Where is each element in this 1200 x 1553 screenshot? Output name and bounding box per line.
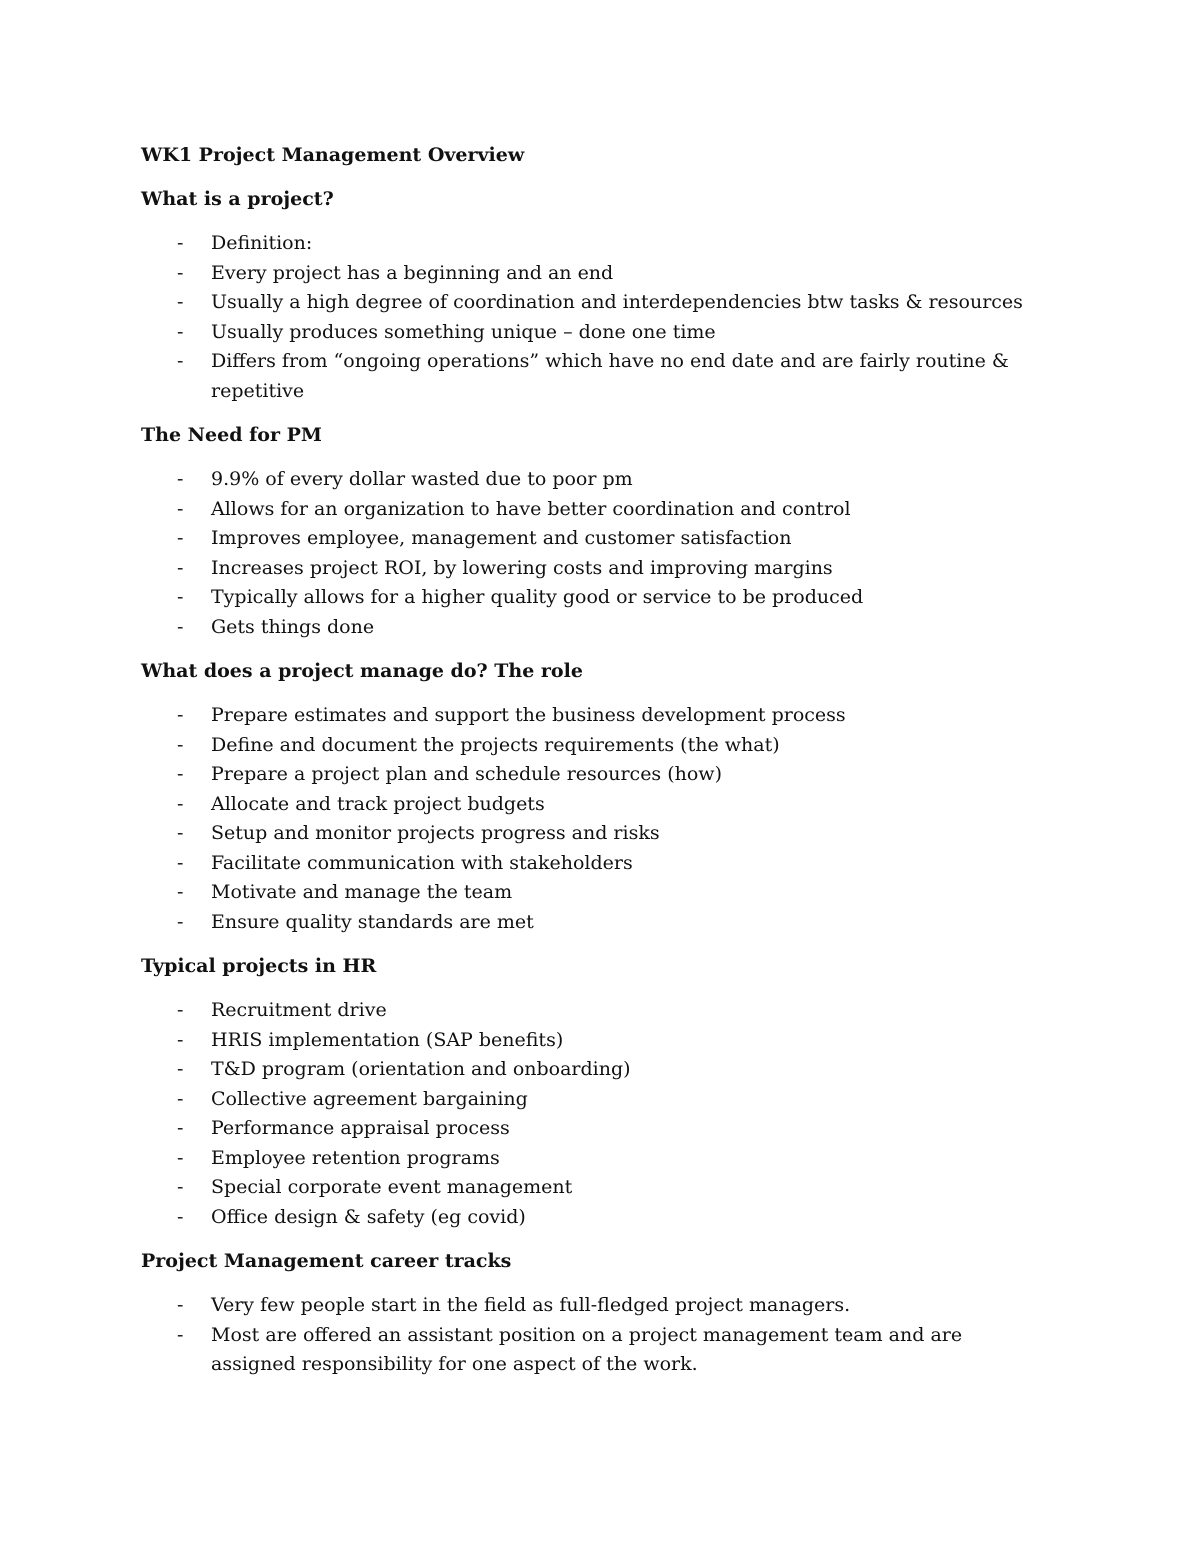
bullet-dash: - [177,615,184,638]
list-item [141,996,1041,1026]
list-item-text: Employee retention programs [211,1146,500,1169]
list-item [141,790,1041,820]
list-item-text: Performance appraisal process [211,1117,510,1139]
list-item-text: Office design & safety (eg covid) [211,1205,526,1228]
bullet-dash: - [177,1205,184,1228]
bullet-dash: - [177,232,184,254]
section-what-is-a-project [141,185,1041,406]
list-item-text: Motivate and manage the team [211,881,513,903]
list-item [141,908,1041,938]
section-heading: Project Management career tracks [141,1250,512,1272]
list-item-text: 9.9% of every dollar wasted due to poor pm [211,468,633,490]
bullet-dash: - [177,1087,184,1110]
section-heading: What does a project manage do? The role [141,660,583,682]
list-item-text: Facilitate communication with stakeholders [211,851,633,874]
list-item [141,819,1041,849]
list-item-text: Prepare a project plan and schedule resources (how) [211,763,722,785]
list-item [141,731,1041,761]
list-item-text: Gets things done [211,615,375,638]
bullet-dash: - [177,527,184,549]
bullet-dash: - [177,1146,184,1169]
bullet-dash: - [177,1294,184,1316]
list-item-text: Recruitment drive [211,999,387,1021]
list-item [141,760,1041,790]
list-item [141,259,1041,289]
bullet-dash: - [177,704,184,726]
list-item [141,318,1041,348]
list-item [141,288,1041,318]
list-item-text: T&D program (orientation and onboarding) [211,1058,631,1080]
bullet-dash: - [177,733,184,756]
list-item-text: Very few people start in the field as full-fledged project managers. [211,1294,851,1316]
list-item [141,347,1041,406]
list-item [141,701,1041,731]
bullet-dash: - [177,999,184,1021]
bullet-dash: - [177,1028,184,1051]
bullet-dash: - [177,350,184,372]
section-pm-role [141,657,1041,937]
bullet-dash: - [177,1117,184,1139]
bullet-dash: - [177,910,184,933]
bullet-dash: - [177,1176,184,1198]
bullet-dash: - [177,1323,184,1346]
bullet-dash: - [177,1058,184,1080]
bullet-dash: - [177,586,184,608]
list-item [141,495,1041,525]
list-item [141,1055,1041,1085]
bullet-dash: - [177,261,184,284]
list-item [141,1085,1041,1115]
list-item [141,554,1041,584]
list-item-text: Collective agreement bargaining [211,1087,528,1110]
section-heading: Typical projects in HR [141,955,377,977]
list-item [141,613,1041,643]
bullet-list [141,1291,1041,1380]
list-item [141,1291,1041,1321]
bullet-dash: - [177,320,184,343]
list-item-text: Most are offered an assistant position on a project management team and are assigned responsibility for one aspect of the work. [211,1323,963,1375]
section-heading: What is a project? [141,188,334,210]
bullet-dash: - [177,556,184,579]
section-need-for-pm [141,421,1041,642]
list-item-text: Improves employee, management and customer satisfaction [211,527,792,549]
bullet-dash: - [177,497,184,520]
list-item [141,1144,1041,1174]
list-item-text: Definition: [211,232,313,254]
list-item [141,1026,1041,1056]
document-title: WK1 Project Management Overview [141,144,525,166]
list-item-text: Allows for an organization to have better coordination and control [211,497,851,520]
list-item [141,1321,1041,1380]
list-item-text: Define and document the projects requirements (the what) [211,733,780,756]
list-item-text: Differs from “ongoing operations” which have no end date and are fairly routine & repetitive [211,350,1009,402]
list-item-text: HRIS implementation (SAP benefits) [211,1028,564,1051]
document-page [141,141,1041,1395]
list-item-text: Increases project ROI, by lowering costs and improving margins [211,556,833,579]
bullet-dash: - [177,763,184,785]
bullet-dash: - [177,468,184,490]
list-item-text: Usually produces something unique – done one time [211,320,716,343]
list-item [141,1203,1041,1233]
bullet-list [141,996,1041,1232]
list-item-text: Allocate and track project budgets [211,792,545,815]
bullet-list [141,465,1041,642]
list-item [141,583,1041,613]
bullet-dash: - [177,881,184,903]
section-pm-career-tracks [141,1247,1041,1380]
bullet-list [141,701,1041,937]
section-heading: The Need for PM [141,424,322,446]
list-item-text: Prepare estimates and support the business development process [211,704,846,726]
list-item-text: Usually a high degree of coordination and interdependencies btw tasks & resources [211,291,1023,313]
bullet-dash: - [177,291,184,313]
bullet-dash: - [177,822,184,844]
section-typical-hr-projects [141,952,1041,1232]
list-item-text: Typically allows for a higher quality good or service to be produced [211,586,864,608]
list-item [141,524,1041,554]
bullet-list [141,229,1041,406]
list-item [141,849,1041,879]
list-item [141,1114,1041,1144]
list-item [141,465,1041,495]
list-item-text: Setup and monitor projects progress and risks [211,822,660,844]
list-item-text: Ensure quality standards are met [211,910,534,933]
list-item-text: Every project has a beginning and an end [211,261,614,284]
list-item-text: Special corporate event management [211,1176,573,1198]
bullet-dash: - [177,792,184,815]
bullet-dash: - [177,851,184,874]
list-item [141,1173,1041,1203]
list-item [141,229,1041,259]
list-item [141,878,1041,908]
